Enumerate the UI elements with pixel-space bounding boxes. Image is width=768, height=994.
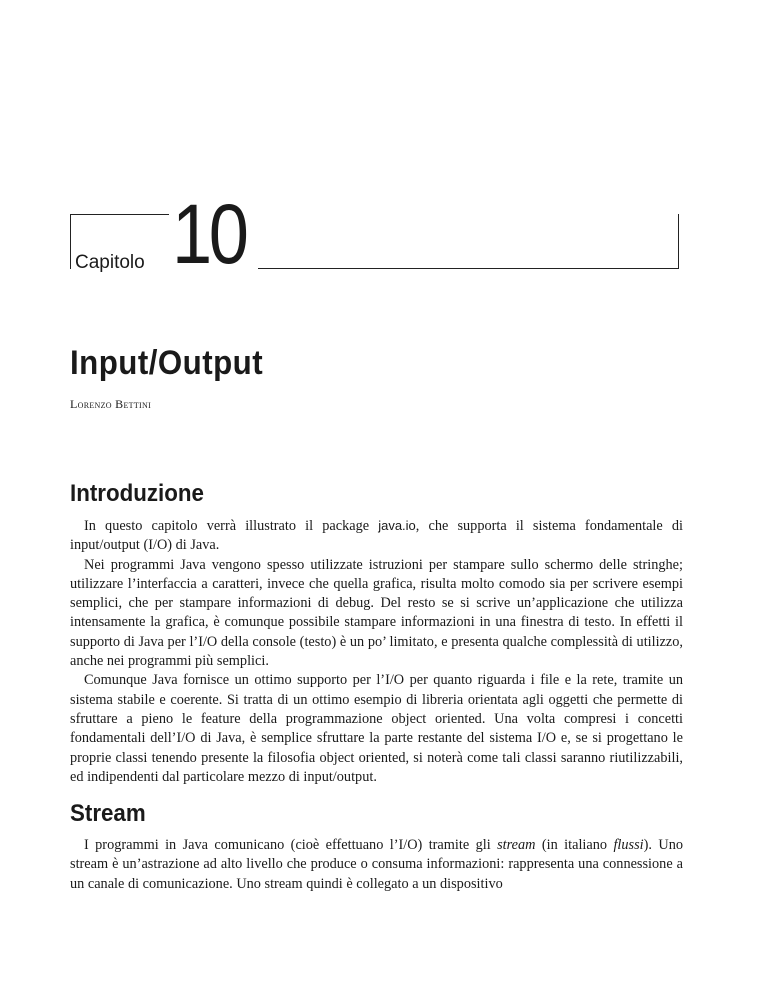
section-heading-stream: Stream bbox=[70, 800, 146, 827]
section-body-stream bbox=[70, 836, 683, 894]
chapter-title: Input/Output bbox=[70, 344, 264, 382]
paragraph: Comunque Java fornisce un ottimo supporto per l’I/O per quanto riguarda i file e la rete, tramite un sistema stabile e coerente. Si tratta di un ottimo esempio di libreria orientata agli oggetti che permette di sfruttare a pieno le feature della programmazione object oriented. Una volta compresi i concetti fondamentali dell’I/O di Java, è semplice sfruttare la parte restante del sistema I/O e, se si progettano le proprie classi tenendo presente la filosofia object oriented, si noterà come tali classi saranno riutilizzabili, ed indipendenti dal particolare mezzo di input/output. bbox=[70, 672, 683, 785]
paragraph: Nei programmi Java vengono spesso utilizzate istruzioni per stampare sullo schermo delle stringhe; utilizzare l’interfaccia a caratteri, invece che quella grafica, risulta molto comodo sia per scrivere esempi semplici, che per stampare informazioni di debug. Del resto se si scrive un’applicazione che utilizza intensamente la grafica, è comunque possibile stampare informazioni in una finestra di testo. In effetti il supporto di Java per l’I/O della console (testo) è un po’ limitato, e presenta qualche complessità di utilizzo, anche nei programmi più semplici. bbox=[70, 556, 683, 670]
chapter-number: 10 bbox=[172, 187, 246, 281]
paragraph bbox=[70, 836, 683, 894]
chapter-header bbox=[0, 0, 768, 300]
paragraph-text: (in italiano bbox=[535, 837, 614, 853]
paragraph-text: In questo capitolo verrà illustrato il package bbox=[84, 518, 379, 534]
emphasis-text: stream bbox=[497, 837, 536, 853]
author-name: Lorenzo Bettini bbox=[70, 397, 152, 411]
section-body-introduzione bbox=[70, 516, 683, 787]
paragraph-text: I programmi in Java comunicano (cioè effettuano l’I/O) tramite gli bbox=[84, 837, 498, 853]
paragraph-text: , che supporta il sistema fondamentale di input/output (I/O) di Java. bbox=[70, 518, 683, 554]
emphasis-text: flussi bbox=[613, 837, 644, 853]
paragraph-text: ). Uno stream è un’astrazione ad alto livello che produce o consuma informazioni: rappresenta una connessione a un canale di comunicazione. Uno stream quindi è collegato a un dispositivo bbox=[70, 837, 684, 892]
section-heading-introduzione: Introduzione bbox=[70, 480, 204, 507]
chapter-frame-right bbox=[258, 214, 679, 269]
chapter-label: Capitolo bbox=[75, 252, 145, 273]
package-name-code: java.io bbox=[378, 518, 416, 533]
paragraph bbox=[70, 516, 683, 556]
